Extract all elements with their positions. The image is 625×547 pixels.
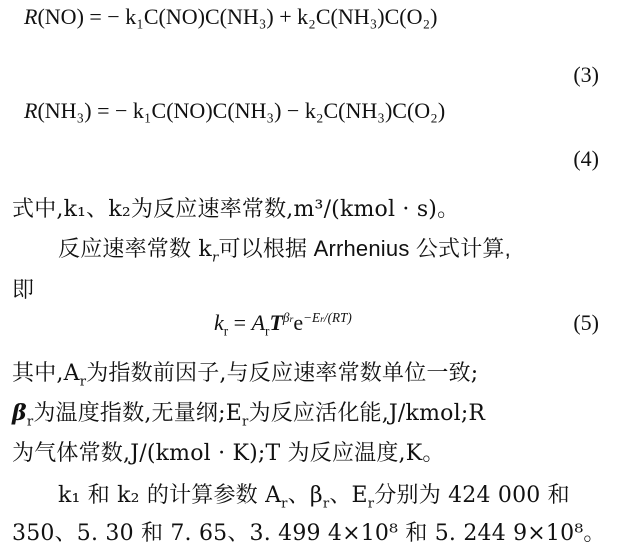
eq5-A-sub: r [265, 323, 270, 339]
equation-3: R(NO) = − k₁C(NO)C(NH₃) + k₂C(NH₃)C(O₂) [24, 4, 438, 29]
eq5-T-sup-beta: β [282, 309, 290, 325]
line5-sub2: r [242, 414, 249, 430]
equation-4: R(NH₃) = − k₁C(NO)C(NH₃) − k₂C(NH₃)C(O₂) [24, 98, 446, 123]
eq5-T: T [269, 310, 283, 335]
line7-c: 、E [329, 483, 368, 508]
eq5-T-sup-sub: r [289, 313, 294, 325]
eq4-lhs-symbol: R [24, 98, 38, 123]
line5-c: 为反应活化能,J/kmol;R [248, 401, 486, 426]
eq5-e-sup [303, 310, 352, 325]
equation-5-number: (5) [573, 310, 599, 335]
paragraph-line-8: 350、5. 30 和 7. 65、3. 499 4×10⁸ 和 5. 244 9×10⁸。 [12, 521, 606, 546]
paragraph-line-3: 即 [12, 278, 35, 303]
paragraph-line-1: 式中,k₁、k₂为反应速率常数,m³/(kmol · s)。 [12, 197, 460, 222]
line7-sub3: r [367, 496, 375, 512]
eq3-lhs-species: NO [44, 4, 77, 29]
equation-5: $k_r = A_rT^{\beta r}e^{-Er/(RT)}$ [214, 309, 352, 339]
equation-4-number: (4) [573, 146, 599, 171]
equation-3-number: (3) [573, 62, 599, 87]
paragraph-line-6: 为气体常数,J/(kmol · K);T 为反应温度,K。 [12, 441, 445, 466]
line7-sub2: r [322, 496, 330, 512]
line4-sub: r [79, 374, 87, 390]
eq5-e-sup-sub: r [320, 313, 324, 325]
paragraph-line-7 [58, 478, 570, 512]
line7-d: 分别为 424 000 和 [374, 483, 570, 508]
line7-sub1: r [281, 496, 288, 512]
eq5-e-sup-tail: /(RT) [323, 309, 352, 325]
line2-sub: r [211, 250, 219, 266]
line2-b: 可以根据 Arrhenius 公式计算, [218, 236, 511, 261]
eq4-lhs-species: NH₃ [44, 98, 85, 123]
line4-b: 为指数前因子,与反应速率常数单位一致; [86, 361, 479, 386]
line4-a: 其中,A [12, 361, 80, 386]
paragraph-line-5 [12, 396, 486, 430]
line5-sub: r [26, 414, 34, 430]
eq3-rhs: = − k₁C(NO)C(NH₃) + k₂C(NH₃)C(O₂) [89, 4, 438, 29]
line2-a: 反应速率常数 k [58, 237, 212, 262]
eq5-lhs-sub: r [223, 323, 229, 339]
eq5-T-sup [283, 310, 293, 325]
paragraph-line-4 [12, 356, 479, 390]
eq3-lhs-symbol: R [24, 4, 38, 29]
eq5-e: e [293, 310, 304, 335]
line5-b: 为温度指数,无量纲;E [33, 401, 242, 426]
line7-a: k₁ 和 k₂ 的计算参数 A [58, 483, 282, 508]
eq5-e-sup-E: −E [303, 309, 321, 325]
eq5-A: A [251, 310, 266, 335]
line5-a: β [12, 400, 27, 426]
line7-b: 、β [287, 483, 323, 508]
eq4-rhs: = − k₁C(NO)C(NH₃) − k₂C(NH₃)C(O₂) [97, 98, 446, 123]
eq5-lhs: k [214, 310, 224, 335]
paragraph-line-2 [58, 232, 511, 266]
